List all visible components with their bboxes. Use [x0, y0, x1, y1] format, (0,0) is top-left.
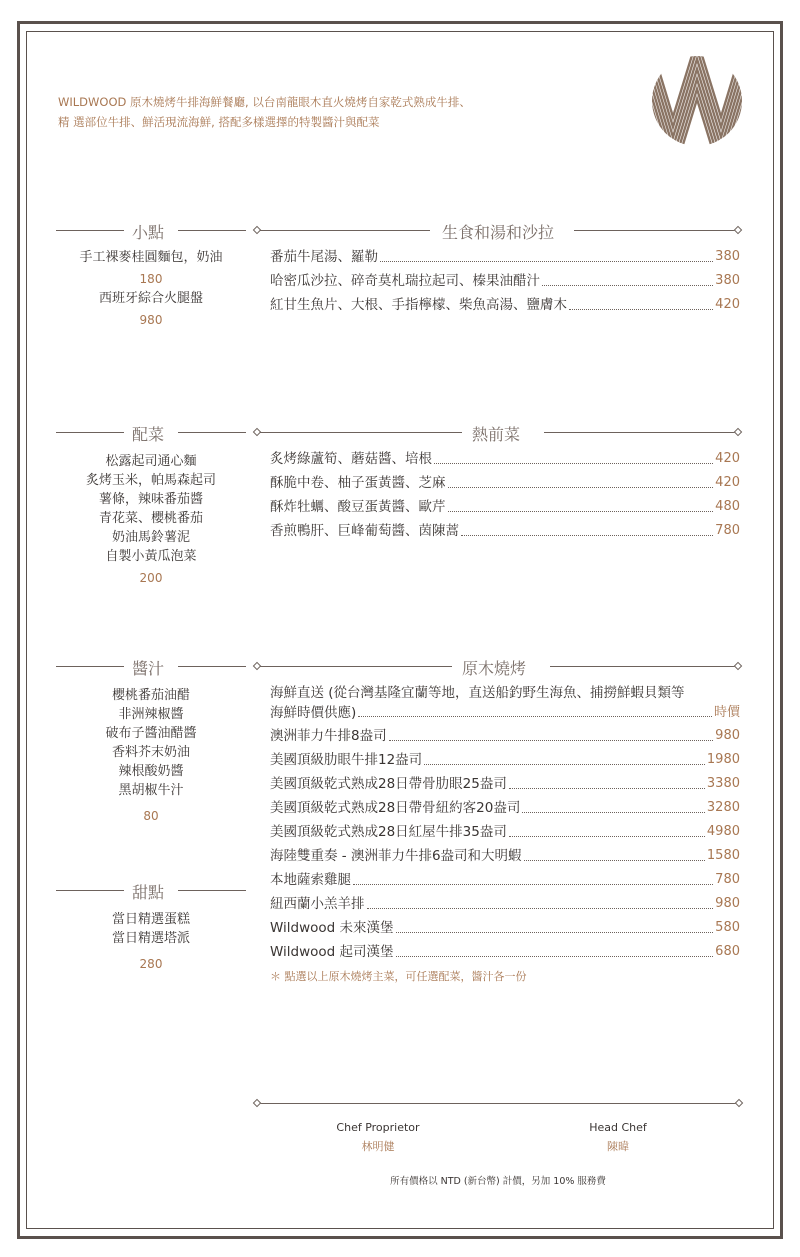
desserts-header	[56, 880, 246, 900]
hot-starters-title: 熱前菜	[472, 425, 521, 444]
item-name: 酥炸牡蠣、酸豆蛋黃醬、歐芹	[270, 499, 446, 515]
raw-soup-salad-title: 生食和湯和沙拉	[442, 223, 555, 242]
role-label: Chef Proprietor	[336, 1121, 420, 1134]
desserts-title: 甜點	[132, 883, 165, 902]
menu-row	[270, 702, 740, 724]
item-price: 780	[715, 523, 740, 538]
raw-soup-salad-header	[254, 220, 742, 240]
menu-row	[270, 772, 740, 796]
list-item: 非洲辣椒醬	[118, 707, 184, 722]
menu-row	[270, 447, 740, 471]
list-item: 辣根酸奶醬	[118, 764, 184, 779]
item-name: 海陸雙重奏 - 澳洲菲力牛排6盎司和大明蝦	[270, 848, 522, 864]
item-price: 280	[139, 957, 163, 971]
head-chef-signature	[538, 1120, 698, 1158]
list-item: 香料芥末奶油	[111, 745, 190, 760]
grill-note: ＊ 點選以上原木燒烤主菜，可任選配菜，醬汁各一份	[270, 970, 527, 983]
item-price: 380	[715, 249, 740, 264]
chef-name: 林明健	[361, 1140, 395, 1153]
item-price: 180	[139, 272, 163, 286]
menu-row	[270, 519, 740, 543]
menu-row	[270, 245, 740, 269]
sides-title: 配菜	[132, 425, 165, 444]
list-item: 青花菜、櫻桃番茄	[98, 511, 203, 526]
intro-text	[58, 92, 618, 132]
sauces-title: 醬汁	[132, 659, 165, 678]
role-label: Head Chef	[589, 1121, 647, 1134]
sauces-header	[56, 656, 246, 676]
menu-row	[270, 748, 740, 772]
menu-row	[270, 916, 740, 940]
item-name: 酥脆中卷、柚子蛋黃醬、芝麻	[270, 475, 446, 491]
item-price: 1580	[706, 848, 740, 863]
item-name: 紅甘生魚片、大根、手指檸檬、柴魚高湯、鹽膚木	[270, 297, 567, 313]
menu-row	[270, 471, 740, 495]
menu-row	[270, 269, 740, 293]
sides-header	[56, 422, 246, 442]
item-price: 580	[715, 920, 740, 935]
item-price: 1980	[706, 752, 740, 767]
item-name: 炙烤綠蘆筍、蘑菇醬、培根	[270, 451, 432, 467]
raw-soup-salad-list	[270, 245, 740, 317]
menu-row	[270, 892, 740, 916]
item-name: 番茄牛尾湯、羅勒	[270, 249, 378, 265]
item-name: 哈密瓜沙拉、碎奇莫札瑞拉起司、榛果油醋汁	[270, 273, 540, 289]
hot-starters-header	[254, 422, 742, 442]
menu-row	[270, 495, 740, 519]
item-name: 美國頂級肋眼牛排12盎司	[270, 752, 423, 768]
intro-line-2: 精 選部位牛排、鮮活現流海鮮, 搭配多樣選擇的特製醬汁與配菜	[58, 115, 380, 129]
item-price: 420	[715, 451, 740, 466]
list-item: 松露起司通心麵	[105, 454, 197, 469]
list-item: 破布子醬油醋醬	[105, 726, 197, 741]
list-item: 炙烤玉米，帕馬森起司	[85, 473, 216, 488]
list-item: 櫻桃番茄油醋	[111, 688, 190, 703]
snacks-header	[56, 220, 246, 240]
seafood-line-1: 海鮮直送 (從台灣基隆宜蘭等地，直送船釣野生海魚、捕撈鮮蝦貝類等	[270, 685, 685, 701]
item-name: Wildwood 起司漢堡	[270, 944, 394, 960]
chef-proprietor-signature	[298, 1120, 458, 1158]
snacks-list	[56, 248, 246, 330]
list-item: 當日精選蛋糕	[111, 912, 190, 927]
item-price: 200	[139, 571, 163, 585]
inner-frame	[26, 31, 774, 1229]
item-price: 380	[715, 273, 740, 288]
item-price: 3280	[706, 800, 740, 815]
menu-row	[270, 844, 740, 868]
item-price: 420	[715, 297, 740, 312]
item-price: 時價	[713, 705, 740, 720]
menu-row	[270, 940, 740, 964]
chef-name: 陳暐	[607, 1140, 629, 1153]
item-price: 480	[715, 499, 740, 514]
item-name: 香煎鴨肝、巨峰葡萄醬、茵陳蒿	[270, 523, 459, 539]
item-price: 980	[715, 896, 740, 911]
price-footnote: 所有價格以 NTD (新台幣) 計價，另加 10% 服務費	[390, 1176, 606, 1187]
menu-row	[270, 293, 740, 317]
item-price: 420	[715, 475, 740, 490]
menu-row	[270, 724, 740, 748]
item-name: 澳洲菲力牛排8盎司	[270, 728, 387, 744]
snacks-title: 小點	[132, 223, 165, 242]
item-name: 美國頂級乾式熟成28日紅屋牛排35盎司	[270, 824, 507, 840]
menu-row	[270, 820, 740, 844]
item-price: 980	[715, 728, 740, 743]
item-price: 80	[143, 809, 159, 823]
list-item: 奶油馬鈴薯泥	[111, 530, 190, 545]
list-item: 薯條，辣味番茄醬	[98, 492, 203, 507]
intro-line-1: WILDWOOD 原木燒烤牛排海鮮餐廳, 以台南龍眼木直火燒烤自家乾式熟成牛排、	[58, 95, 471, 109]
item-name: 本地薩索雞腿	[270, 872, 351, 888]
item-price: 4980	[706, 824, 740, 839]
list-item: 黑胡椒牛汁	[118, 783, 184, 798]
sides-list	[56, 452, 246, 588]
menu-row	[270, 868, 740, 892]
hot-starters-list	[270, 447, 740, 543]
wood-grill-header	[254, 656, 742, 676]
desserts-list	[56, 910, 246, 974]
list-item: 當日精選塔派	[111, 931, 190, 946]
wildwood-logo-icon	[651, 55, 743, 147]
list-item: 自製小黃瓜泡菜	[105, 549, 197, 564]
item-name: 美國頂級乾式熟成28日帶骨紐約客20盎司	[270, 800, 521, 816]
list-item: 手工裸麥桂圓麵包，奶油	[79, 250, 223, 265]
bottom-divider	[255, 1103, 741, 1104]
wood-grill-list	[270, 684, 740, 984]
item-price: 980	[139, 313, 163, 327]
item-name: 海鮮時價供應)	[270, 705, 357, 721]
item-price: 780	[715, 872, 740, 887]
list-item: 西班牙綜合火腿盤	[98, 291, 203, 306]
item-price: 3380	[706, 776, 740, 791]
item-name: 美國頂級乾式熟成28日帶骨肋眼25盎司	[270, 776, 507, 792]
wood-grill-title: 原木燒烤	[462, 659, 527, 678]
item-name: Wildwood 未來漢堡	[270, 920, 394, 936]
item-price: 680	[715, 944, 740, 959]
menu-row	[270, 796, 740, 820]
item-name: 紐西蘭小羔羊排	[270, 896, 365, 912]
sauces-list	[56, 686, 246, 826]
